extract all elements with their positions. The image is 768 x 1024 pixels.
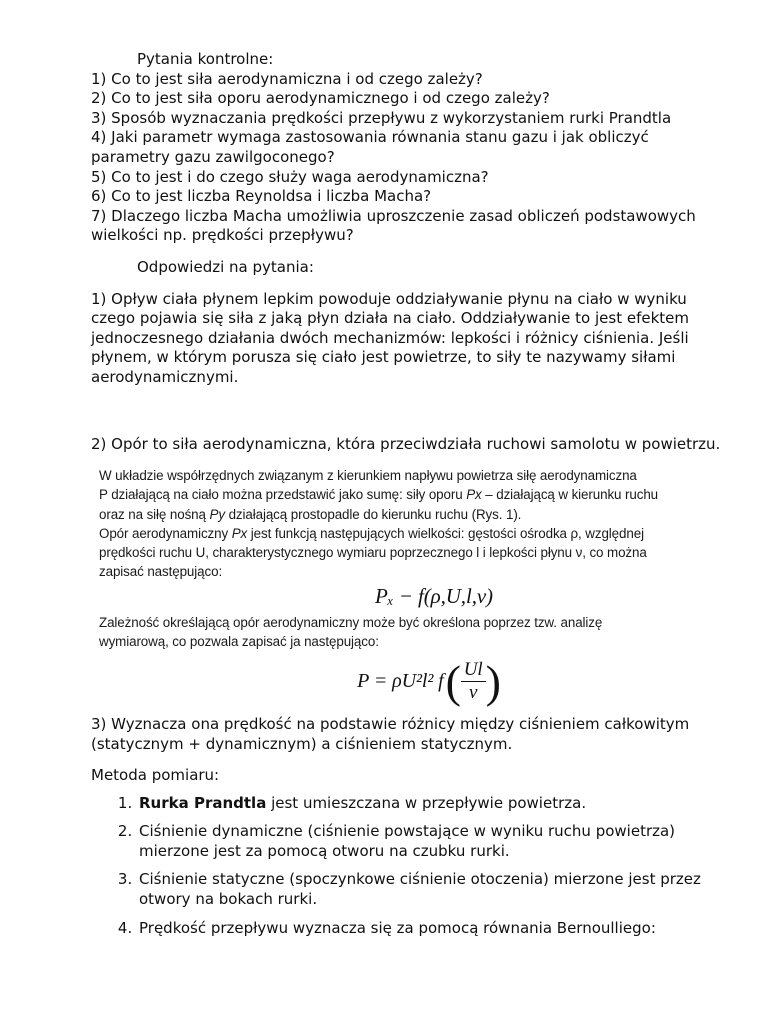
question-5: 5) Co to jest i do czego służy waga aerodynamiczna?	[91, 167, 489, 186]
questions-heading: Pytania kontrolne:	[137, 50, 274, 68]
question-4: 4) Jaki parametr wymaga zastosowania równania stanu gazu i jak obliczyć parametry gazu zawilgoconego?	[91, 128, 649, 166]
scan-line: P działającą na ciało można przedstawić jako sumę: siły oporu Px – działającą w kierunku ruchu	[99, 487, 659, 503]
scanned-excerpt	[99, 466, 699, 705]
scan-line: W układzie współrzędnych związanym z kierunkiem napływu powietrza siłę aerodynamiczna	[99, 468, 637, 484]
scan-line: zapisać następująco:	[99, 564, 223, 580]
scan-line: wymiarową, co pozwala zapisać ja następująco:	[99, 633, 379, 649]
scan-line: oraz na siłę nośną Py działającą prostopadle do kierunku ruchu (Rys. 1).	[99, 506, 522, 522]
answers-heading: Odpowiedzi na pytania:	[137, 257, 314, 276]
scan-line: Zależność określającą opór aerodynamiczny może być określona poprzez tzw. analizę	[99, 614, 603, 630]
answer-2: 2) Opór to siła aerodynamiczna, która przeciwdziała ruchowi samolotu w powietrzu.	[91, 434, 721, 453]
question-1: 1) Co to jest siła aerodynamiczna i od czego zależy?	[91, 69, 483, 88]
question-7: 7) Dlaczego liczba Macha umożliwia uproszczenie zasad obliczeń podstawowych wielkości np. prędkości przepływu?	[91, 206, 696, 245]
question-6: 6) Co to jest liczba Reynoldsa i liczba Macha?	[91, 187, 432, 206]
drag-function-formula: Pₓ − f(ρ,U,l,ν)	[375, 584, 493, 609]
question-2: 2) Co to jest siła oporu aerodynamicznego i od czego zależy?	[91, 89, 550, 108]
method-steps-list	[91, 794, 721, 939]
method-label: Metoda pomiaru:	[91, 766, 220, 785]
list-item: 4. Prędkość przepływu wyznacza się za pomocą równania Bernoulliego:	[137, 919, 721, 939]
answer-1: 1) Opływ ciała płynem lepkim powoduje oddziaływanie płynu na ciało w wyniku czego pojawia się siła z jaką płyn działa na ciało. Oddziaływanie to jest efektem jednoczesnego działania dwóch mechanizmów: lepkości i różnicy ciśnienia. Jeśli płynem, w którym porusza się ciało jest powietrze, to siły te nazywamy siłami aerodynamicznymi.	[91, 289, 689, 386]
document-page	[91, 50, 721, 947]
scan-line: Opór aerodynamiczny Px jest funkcją następujących wielkości: gęstości ośrodka ρ, względnej	[99, 525, 644, 541]
list-item: 1. Rurka Prandtla jest umieszczana w przepływie powietrza.	[137, 794, 721, 814]
drag-dimensional-formula: P = ρU²l² f ( $\frac{Ul}{\nu}$ )	[357, 655, 501, 707]
question-3: 3) Sposób wyznaczania prędkości przepływu z wykorzystaniem rurki Prandtla	[91, 108, 672, 127]
scan-line: prędkości ruchu U, charakterystycznego wymiaru poprzecznego l i lepkości płynu ν, co można	[99, 544, 647, 560]
list-item: 2. Ciśnienie dynamiczne (ciśnienie powstające w wyniku ruchu powietrza) mierzone jest za pomocą otworu na czubku rurki.	[137, 822, 721, 861]
list-item: 3. Ciśnienie statyczne (spoczynkowe ciśnienie otoczenia) mierzone jest przez otwory na bokach rurki.	[137, 870, 721, 909]
answer-3: 3) Wyznacza ona prędkość na podstawie różnicy między ciśnieniem całkowitym (statycznym + dynamicznym) a ciśnieniem statycznym.	[91, 714, 690, 753]
